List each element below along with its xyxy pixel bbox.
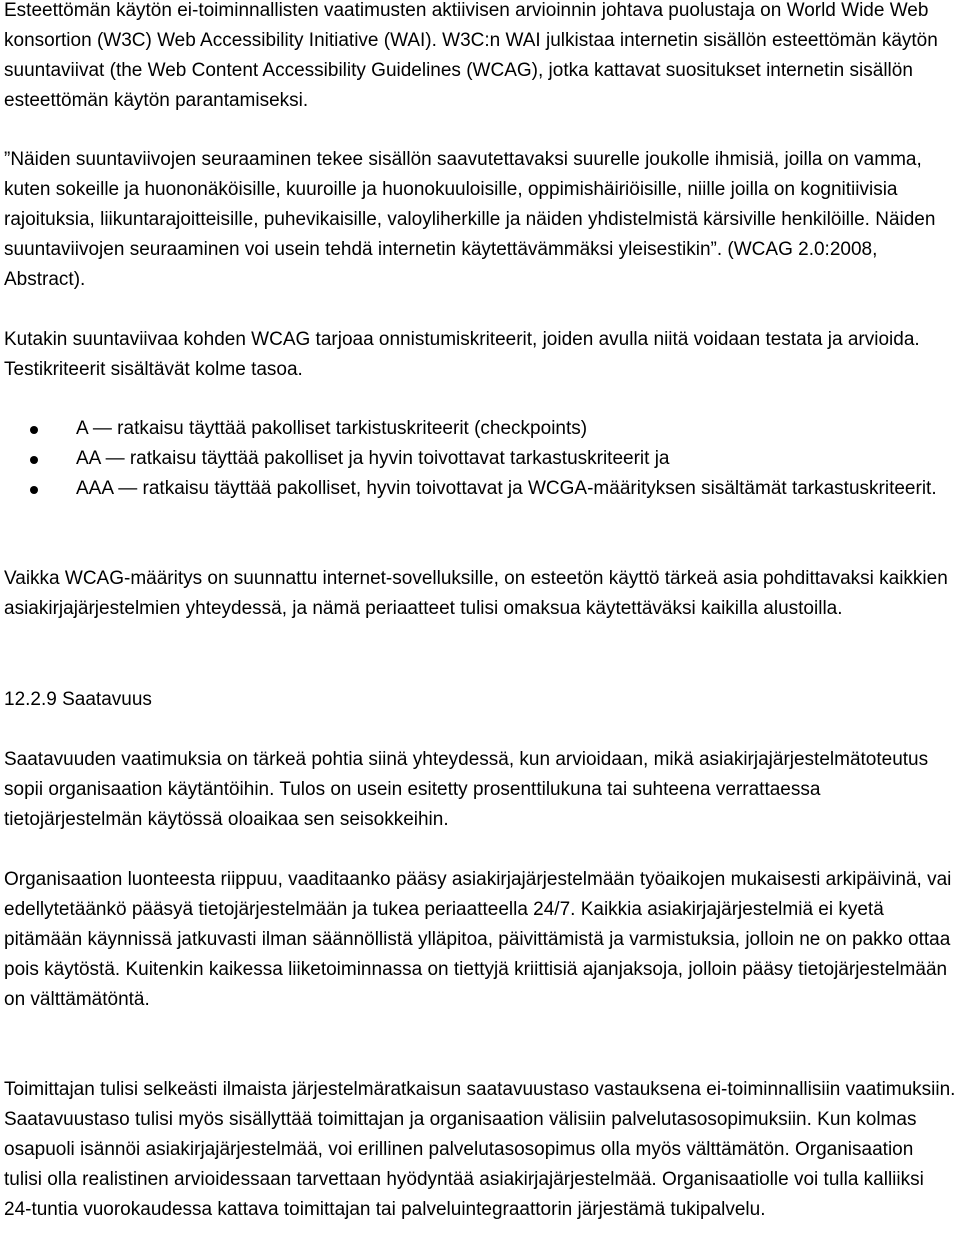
availability-paragraph-2: Organisaation luonteesta riippuu, vaaditaanko pääsy asiakirjajärjestelmään työaikojen mukaisesti arkipäivinä, vai edellytetäänkö pääsyä tietojärjestelmään ja tukea periaatteella 24/7. Kaikkia asiakirjajärjestelmiä ei kyetä pitämään käynnissä jatkuvasti ilman säännöllistä ylläpitoa, päivittämistä ja varmistuksia, jolloin ne on pakko ottaa pois käytöstä. Kuitenkin kaikessa liiketoiminnassa on tiettyjä kriittisiä ajanjaksoja, jolloin pääsy tietojärjestelmään on välttämätöntä. [4, 869, 952, 1010]
availability-paragraph-3: Toimittajan tulisi selkeästi ilmaista järjestelmäratkaisun saatavuustaso vastauksena ei-toiminnallisiin vaatimuksiin. Saatavuustaso tulisi myös sisällyttää toimittajan ja organisaation välisiin palvelutasosopimuksiin. Kun kolmas osapuoli isännöi asiakirjajärjestelmää, voi erillinen palvelutasosopimus olla myös välttämätön. Organisaation tulisi olla realistinen arvioidessaan tarvettaan hyödyntää asiakirjajärjestelmää. Organisaatiolle voi tulla kalliiksi 24-tuntia vuorokaudessa kattava toimittajan tai palveluintegraattorin järjestämä tukipalvelu. [4, 1079, 956, 1220]
intro-paragraph: Esteettömän käytön ei-toiminnallisten vaatimusten aktiivisen arvioinnin johtava puolustaja on World Wide Web konsortion (W3C) Web Accessibility Initiative (WAI). W3C:n WAI julkistaa internetin sisällön esteettömän käytön suuntaviivat (the Web Content Accessibility Guidelines (WCAG), jotka kattavat suositukset internetin sisällön esteettömän käytön parantamiseksi. [4, 0, 938, 111]
level-a-text: A — ratkaisu täyttää pakolliset tarkistuskriteerit (checkpoints) [76, 418, 588, 439]
level-aaa-text: AAA — ratkaisu täyttää pakolliset, hyvin toivottavat ja WCGA-määrityksen sisältämät tarkastuskriteerit. [76, 478, 937, 499]
availability-paragraph-1: Saatavuuden vaatimuksia on tärkeä pohtia siinä yhteydessä, kun arvioidaan, mikä asiakirjajärjestelmätoteutus sopii organisaation käytäntöihin. Tulos on usein esitetty prosenttilukuna tai suhteena verrattaessa tietojärjestelmän käytössä oloaikaa sen seisokkeihin. [4, 749, 929, 830]
criteria-paragraph: Kutakin suuntaviivaa kohden WCAG tarjoaa onnistumiskriteerit, joiden avulla niitä voidaan testata ja arvioida. Testikriteerit sisältävät kolme tasoa. [4, 329, 920, 380]
list-item [0, 444, 956, 474]
quote-paragraph: ”Näiden suuntaviivojen seuraaminen tekee sisällön saavutettavaksi suurelle joukolle ihmisiä, joilla on vamma, kuten sokeille ja huononäköisille, kuuroille ja huonokuuloisille, oppimishäiriöisille, niille joilla on kognitiivisia rajoituksia, liikuntarajoitteisille, puhevikaisille, valoyliherkille ja näiden yhdistelmistä kärsiville henkilöille. Näiden suuntaviivojen seuraaminen voi usein tehdä internetin käytettävämmäksi yleisestikin”. (WCAG 2.0:2008, Abstract). [4, 149, 936, 290]
bullet-icon [30, 426, 38, 434]
bullet-icon [30, 486, 38, 494]
section-heading: 12.2.9 Saatavuus [4, 689, 152, 710]
note-paragraph: Vaikka WCAG-määritys on suunnattu internet-sovelluksille, on esteetön käyttö tärkeä asia pohdittavaksi kaikkien asiakirjajärjestelmien yhteydessä, ja nämä periaatteet tulisi omaksua käytettäväksi kaikilla alustoilla. [4, 568, 948, 619]
list-item [0, 474, 956, 504]
level-aa-text: AA — ratkaisu täyttää pakolliset ja hyvin toivottavat tarkastuskriteerit ja [76, 448, 670, 469]
list-item [0, 414, 956, 444]
bullet-icon [30, 456, 38, 464]
level-list [0, 414, 956, 504]
